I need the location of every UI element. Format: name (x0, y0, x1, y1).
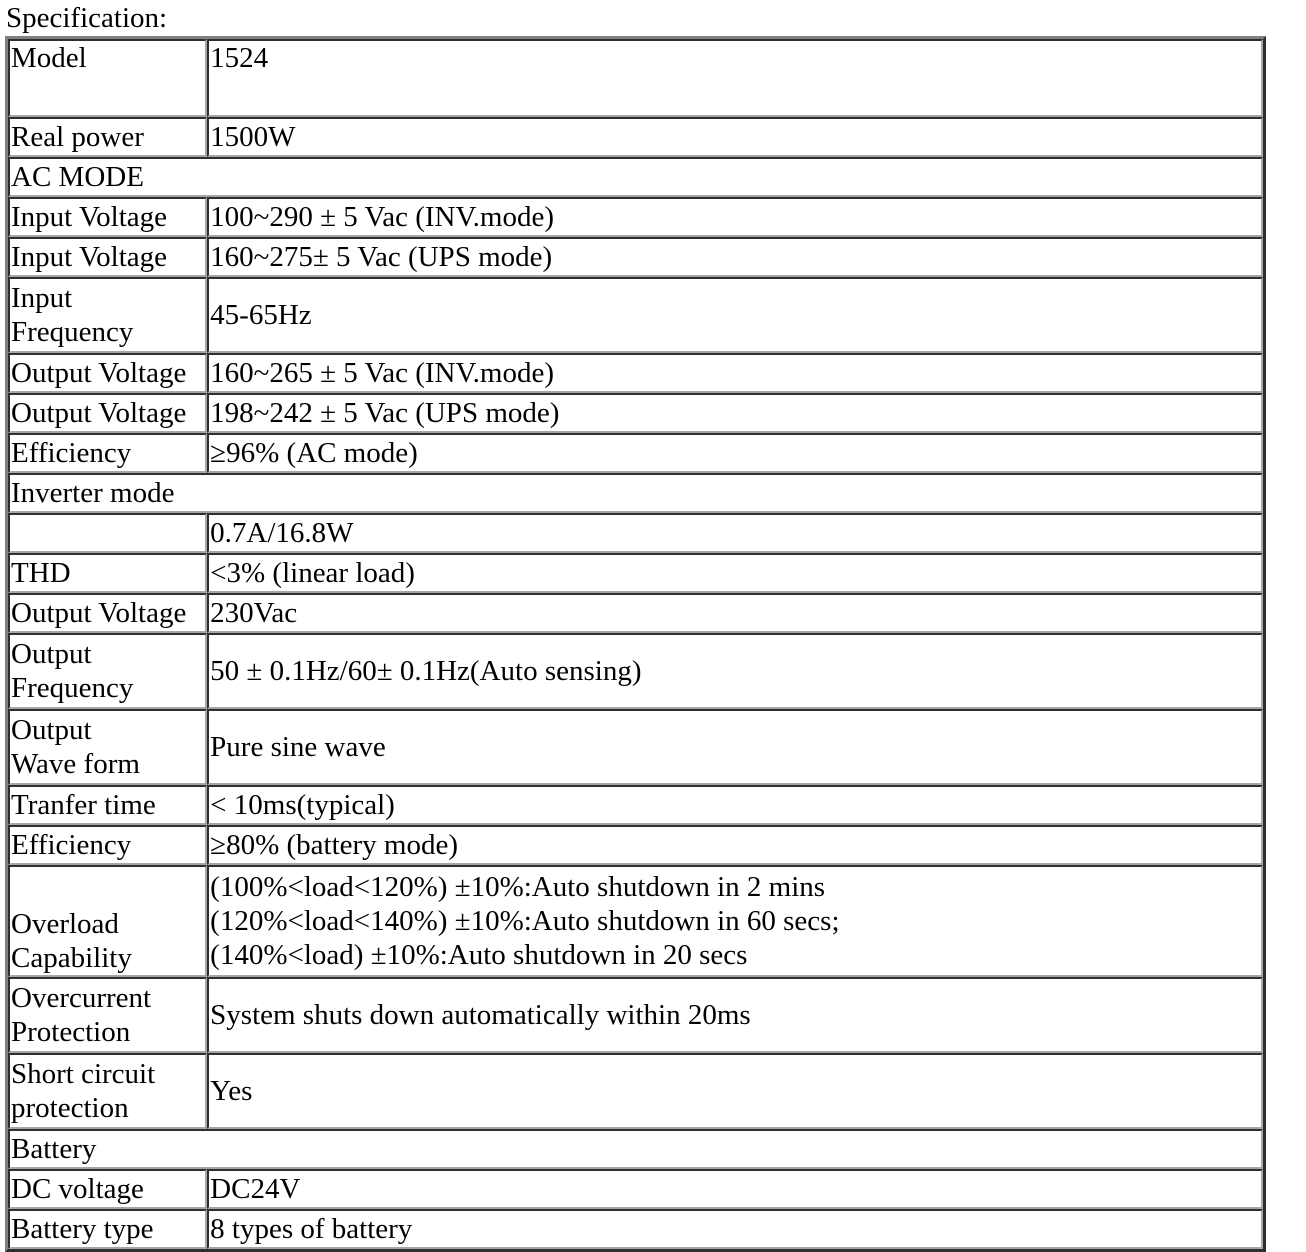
spec-row-dc-voltage (8, 1169, 1263, 1209)
spec-label-line: Overload (11, 908, 119, 940)
spec-row-input-frequency (8, 277, 1263, 353)
section-row-inverter-mode (8, 473, 1263, 513)
spec-row-output-voltage-inv (8, 353, 1263, 393)
spec-label: Battery type (8, 1209, 207, 1249)
spec-label (8, 865, 207, 977)
page-title: Specification: (6, 2, 168, 34)
spec-label: Tranfer time (8, 785, 207, 825)
spec-label (8, 513, 207, 553)
specification-table (5, 36, 1266, 1252)
spec-row-real-power (8, 117, 1263, 157)
spec-label-line: Output (11, 638, 92, 670)
section-heading: Inverter mode (8, 473, 1263, 513)
spec-value: 45-65Hz (207, 277, 1263, 353)
spec-value: 160~275± 5 Vac (UPS mode) (207, 237, 1263, 277)
spec-value: < 10ms(typical) (207, 785, 1263, 825)
spec-label-line: Input (11, 282, 73, 314)
spec-label (8, 633, 207, 709)
spec-label: THD (8, 553, 207, 593)
spec-value: 0.7A/16.8W (207, 513, 1263, 553)
spec-label: Model (8, 39, 207, 117)
spec-value: <3% (linear load) (207, 553, 1263, 593)
spec-label: Input Voltage (8, 237, 207, 277)
spec-row-efficiency-battery (8, 825, 1263, 865)
spec-label: DC voltage (8, 1169, 207, 1209)
spec-value: Yes (207, 1053, 1263, 1129)
spec-row-output-voltage (8, 593, 1263, 633)
section-heading: AC MODE (8, 157, 1263, 197)
spec-label (8, 1053, 207, 1129)
spec-label: Output Voltage (8, 353, 207, 393)
spec-value: 1500W (207, 117, 1263, 157)
spec-row-output-frequency (8, 633, 1263, 709)
spec-row-efficiency-ac (8, 433, 1263, 473)
spec-row-input-voltage-ups (8, 237, 1263, 277)
spec-value: 230Vac (207, 593, 1263, 633)
spec-value-line: (140%<load) ±10%:Auto shutdown in 20 secs (210, 939, 748, 971)
spec-value: 160~265 ± 5 Vac (INV.mode) (207, 353, 1263, 393)
section-row-battery (8, 1129, 1263, 1169)
spec-row-output-waveform (8, 709, 1263, 785)
spec-label: Input Voltage (8, 197, 207, 237)
spec-label-line: Overcurrent (11, 982, 152, 1014)
spec-row-overload-capability (8, 865, 1263, 977)
spec-value: 50 ± 0.1Hz/60± 0.1Hz(Auto sensing) (207, 633, 1263, 709)
spec-value: ≥96% (AC mode) (207, 433, 1263, 473)
spec-label: Output Voltage (8, 593, 207, 633)
spec-row-transfer-time (8, 785, 1263, 825)
section-heading: Battery (8, 1129, 1263, 1169)
spec-value: 100~290 ± 5 Vac (INV.mode) (207, 197, 1263, 237)
spec-label: Real power (8, 117, 207, 157)
spec-row-battery-type (8, 1209, 1263, 1249)
spec-row-overcurrent-protection (8, 977, 1263, 1053)
spec-row-input-voltage-inv (8, 197, 1263, 237)
spec-row-no-load (8, 513, 1263, 553)
spec-label-line: Frequency (11, 672, 134, 704)
spec-row-model (8, 39, 1263, 117)
spec-value: 8 types of battery (207, 1209, 1263, 1249)
spec-value: 1524 (207, 39, 1263, 117)
spec-value: DC24V (207, 1169, 1263, 1209)
spec-label-line: Output (11, 714, 92, 746)
spec-label-line: Frequency (11, 316, 134, 348)
spec-label-line: protection (11, 1092, 129, 1124)
spec-row-short-circuit-protection (8, 1053, 1263, 1129)
spec-value: 198~242 ± 5 Vac (UPS mode) (207, 393, 1263, 433)
spec-value: Pure sine wave (207, 709, 1263, 785)
spec-value: ≥80% (battery mode) (207, 825, 1263, 865)
spec-label (8, 277, 207, 353)
spec-label-line: Protection (11, 1016, 131, 1048)
spec-label: Output Voltage (8, 393, 207, 433)
spec-label: Efficiency (8, 825, 207, 865)
spec-label-line: Short circuit (11, 1058, 156, 1090)
spec-value: System shuts down automatically within 20ms (207, 977, 1263, 1053)
spec-label: Efficiency (8, 433, 207, 473)
spec-row-output-voltage-ups (8, 393, 1263, 433)
spec-value-line: (100%<load<120%) ±10%:Auto shutdown in 2 mins (210, 871, 826, 903)
spec-label-line: Capability (11, 942, 132, 974)
spec-row-thd (8, 553, 1263, 593)
spec-label (8, 709, 207, 785)
spec-label (8, 977, 207, 1053)
spec-value (207, 865, 1263, 977)
spec-label-line: Wave form (11, 748, 140, 780)
spec-value-line: (120%<load<140%) ±10%:Auto shutdown in 60 secs; (210, 905, 840, 937)
section-row-ac-mode (8, 157, 1263, 197)
